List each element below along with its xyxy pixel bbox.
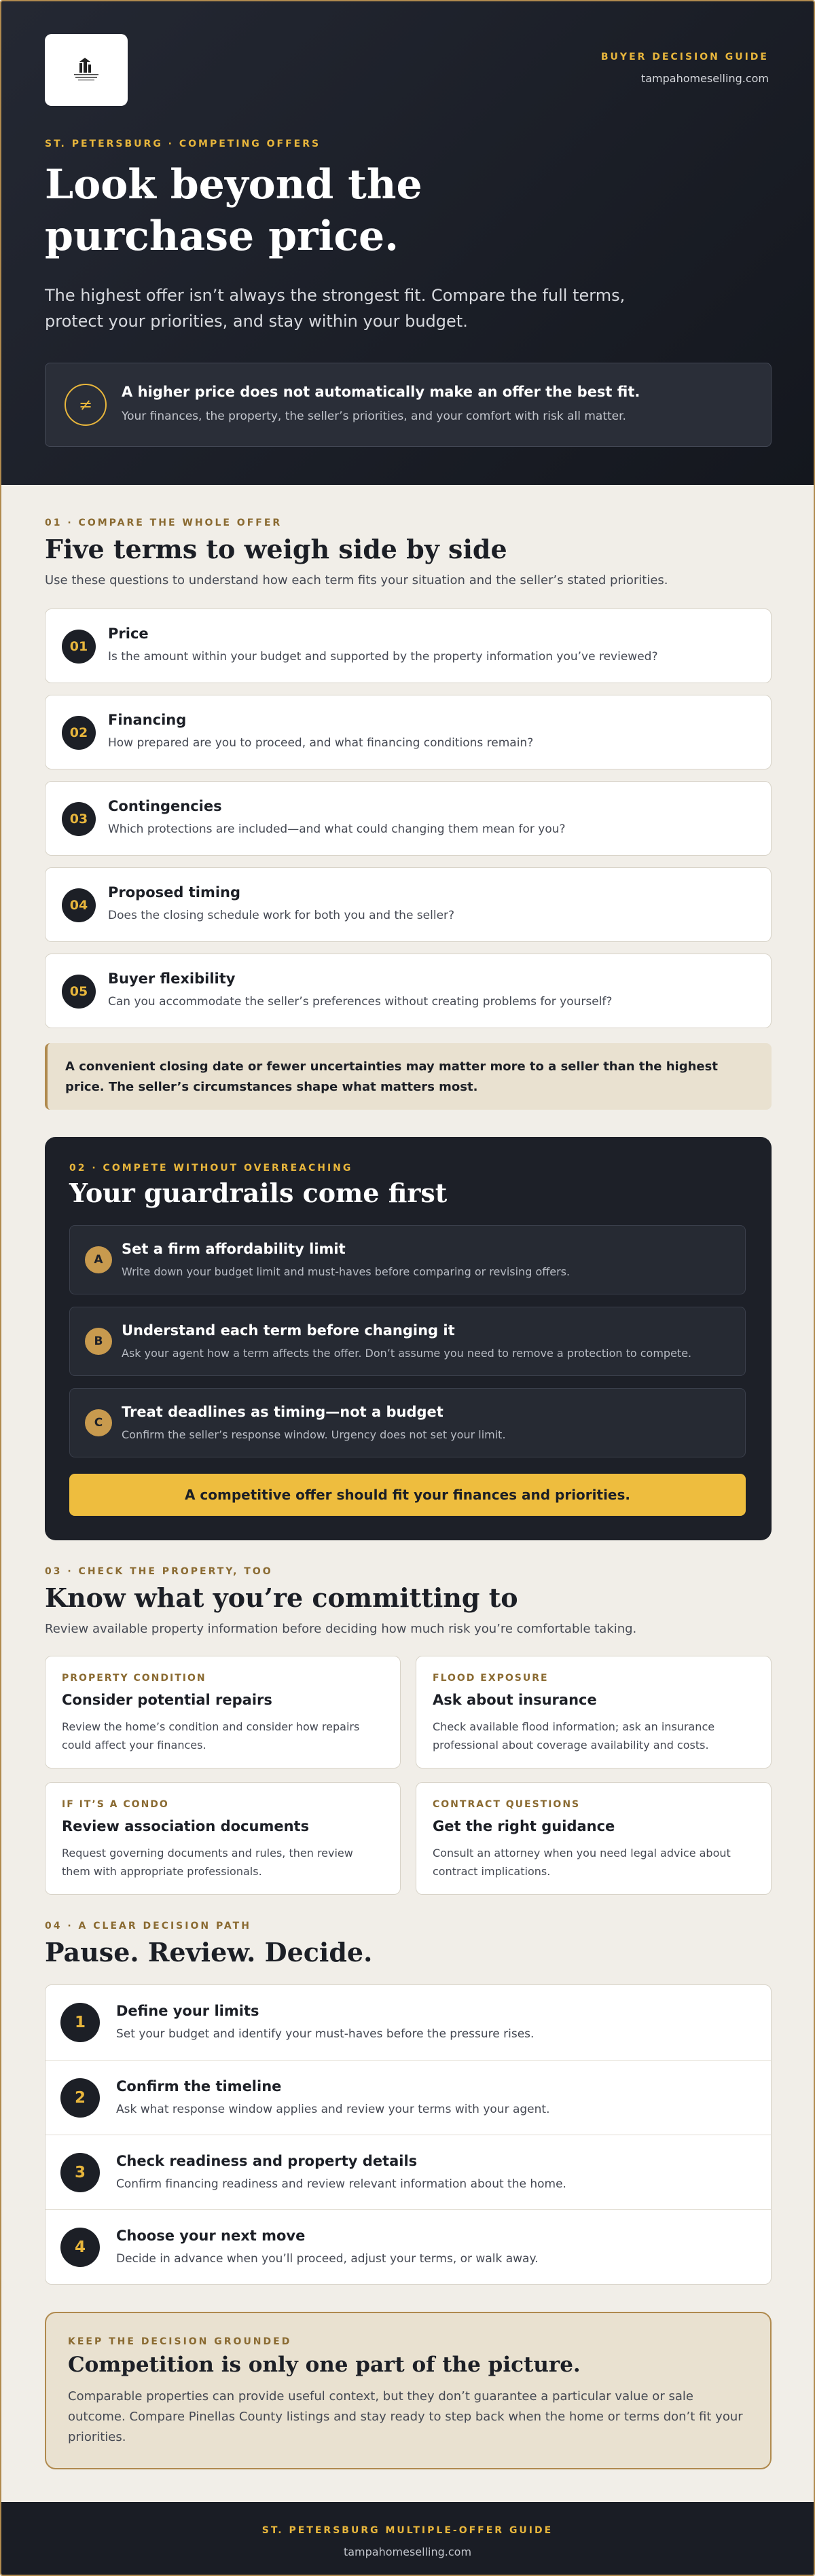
section-2-title: Your guardrails come first bbox=[69, 1178, 448, 1208]
guardrail-item-a bbox=[69, 1225, 746, 1294]
guardrails-panel bbox=[45, 1137, 772, 1540]
step-desc: Decide in advance when you’ll proceed, adjust your terms, or walk away. bbox=[116, 2252, 539, 2266]
page-title: Look beyond the purchase price. bbox=[45, 161, 422, 260]
card-kicker: IF IT’S A CONDO bbox=[62, 1799, 169, 1810]
hero-kicker: ST. PETERSBURG · COMPETING OFFERS bbox=[45, 139, 321, 149]
step-title: Check readiness and property details bbox=[116, 2153, 418, 2169]
property-card-guidance bbox=[416, 1782, 772, 1895]
term-title: Proposed timing bbox=[108, 884, 241, 901]
key-insight-title: A higher price does not automatically make an offer the best fit. bbox=[122, 384, 640, 400]
grounded-title: Competition is only one part of the picture. bbox=[68, 2353, 581, 2377]
section-3-title: Know what you’re committing to bbox=[45, 1582, 518, 1613]
section-3-lead: Review available property information before deciding how much risk you’re comfortable taking. bbox=[45, 1622, 637, 1636]
guardrail-desc: Ask your agent how a term affects the offer. Don’t assume you need to remove a protection to compete. bbox=[122, 1347, 692, 1360]
guardrail-desc: Write down your budget limit and must-haves before comparing or revising offers. bbox=[122, 1265, 570, 1278]
competitive-offer-banner: A competitive offer should fit your finances and priorities. bbox=[69, 1474, 746, 1516]
section-1-lead: Use these questions to understand how each term fits your situation and the seller’s stated priorities. bbox=[45, 573, 668, 587]
step-number: 4 bbox=[60, 2228, 100, 2267]
term-title: Price bbox=[108, 625, 149, 642]
term-number: 05 bbox=[62, 975, 96, 1009]
footer-kicker: ST. PETERSBURG MULTIPLE-OFFER GUIDE bbox=[261, 2525, 554, 2536]
section-4-title: Pause. Review. Decide. bbox=[45, 1937, 373, 1967]
term-card-flexibility bbox=[45, 954, 772, 1028]
step-title: Confirm the timeline bbox=[116, 2078, 282, 2094]
decision-step-3 bbox=[46, 2135, 772, 2209]
card-title: Ask about insurance bbox=[433, 1692, 597, 1708]
step-desc: Confirm financing readiness and review relevant information about the home. bbox=[116, 2177, 566, 2191]
decision-step-1 bbox=[46, 1985, 772, 2060]
grounded-decision-card bbox=[45, 2312, 772, 2469]
term-number: 02 bbox=[62, 716, 96, 750]
term-card-contingencies bbox=[45, 781, 772, 856]
brand-logo[interactable] bbox=[45, 34, 128, 106]
guardrail-title: Understand each term before changing it bbox=[122, 1322, 455, 1339]
term-card-timing bbox=[45, 867, 772, 942]
guardrail-title: Treat deadlines as timing—not a budget bbox=[122, 1404, 443, 1420]
step-desc: Set your budget and identify your must-haves before the pressure rises. bbox=[116, 2027, 535, 2041]
section-3-kicker: 03 · CHECK THE PROPERTY, TOO bbox=[45, 1566, 273, 1577]
guardrail-letter: C bbox=[85, 1409, 112, 1436]
card-desc: Check available flood information; ask an insurance professional about coverage availability and costs. bbox=[433, 1720, 715, 1752]
decision-steps-list bbox=[45, 1984, 772, 2285]
guardrail-item-c bbox=[69, 1388, 746, 1457]
brand-url-link[interactable]: tampahomeselling.com bbox=[640, 72, 769, 85]
brand-kicker: BUYER DECISION GUIDE bbox=[600, 52, 769, 62]
term-title: Contingencies bbox=[108, 798, 222, 814]
guardrail-desc: Confirm the seller’s response window. Urgency does not set your limit. bbox=[122, 1428, 506, 1441]
seller-priorities-callout: A convenient closing date or fewer uncertainties may matter more to a seller than the highest price. The seller’s circumstances shape what matters most. bbox=[45, 1043, 772, 1110]
guardrail-letter: A bbox=[85, 1246, 112, 1273]
section-1-kicker: 01 · COMPARE THE WHOLE OFFER bbox=[45, 518, 283, 528]
property-card-repairs bbox=[45, 1656, 401, 1768]
decision-step-4 bbox=[46, 2209, 772, 2284]
guardrail-title: Set a firm affordability limit bbox=[122, 1241, 346, 1257]
step-title: Choose your next move bbox=[116, 2228, 306, 2244]
card-kicker: PROPERTY CONDITION bbox=[62, 1673, 206, 1684]
card-title: Get the right guidance bbox=[433, 1818, 615, 1834]
term-desc: Is the amount within your budget and supported by the property information you’ve reviewed? bbox=[108, 650, 658, 664]
footer-url-link[interactable]: tampahomeselling.com bbox=[343, 2545, 472, 2558]
card-desc: Review the home’s condition and consider how repairs could affect your finances. bbox=[62, 1720, 360, 1752]
section-4-kicker: 04 · A CLEAR DECISION PATH bbox=[45, 1921, 251, 1931]
brand-block bbox=[601, 52, 769, 85]
term-desc: Does the closing schedule work for both you and the seller? bbox=[108, 909, 455, 922]
not-equal-icon: ≠ bbox=[65, 384, 107, 426]
key-insight-card bbox=[45, 363, 772, 447]
house-logo-icon bbox=[70, 58, 103, 82]
term-card-financing bbox=[45, 695, 772, 769]
decision-step-2 bbox=[46, 2060, 772, 2135]
term-number: 04 bbox=[62, 888, 96, 922]
card-desc: Consult an attorney when you need legal advice about contract implications. bbox=[433, 1847, 731, 1878]
section-1-title: Five terms to weigh side by side bbox=[45, 534, 507, 564]
card-title: Review association documents bbox=[62, 1818, 310, 1834]
term-desc: Which protections are included—and what could changing them mean for you? bbox=[108, 822, 566, 836]
term-number: 03 bbox=[62, 802, 96, 836]
card-desc: Request governing documents and rules, then review them with appropriate professionals. bbox=[62, 1847, 353, 1878]
card-title: Consider potential repairs bbox=[62, 1692, 272, 1708]
step-number: 3 bbox=[60, 2153, 100, 2192]
grounded-desc: Comparable properties can provide useful context, but they don’t guarantee a particular value or sale outcome. Compare Pinellas County listings and stay ready to step back when the home or terms don’t fit your priorities. bbox=[68, 2389, 743, 2444]
term-desc: How prepared are you to proceed, and what financing conditions remain? bbox=[108, 736, 534, 750]
guardrail-letter: B bbox=[85, 1328, 112, 1355]
step-title: Define your limits bbox=[116, 2003, 259, 2019]
card-kicker: CONTRACT QUESTIONS bbox=[433, 1799, 581, 1810]
term-title: Financing bbox=[108, 712, 187, 728]
card-kicker: FLOOD EXPOSURE bbox=[433, 1673, 549, 1684]
hero-subtitle: The highest offer isn’t always the strongest fit. Compare the full terms, protect your priorities, and stay within your budget. bbox=[45, 286, 626, 331]
property-card-insurance bbox=[416, 1656, 772, 1768]
step-number: 1 bbox=[60, 2003, 100, 2042]
term-number: 01 bbox=[62, 630, 96, 664]
term-desc: Can you accommodate the seller’s preferences without creating problems for yourself? bbox=[108, 995, 613, 1009]
page-footer bbox=[1, 2502, 814, 2576]
property-card-condo bbox=[45, 1782, 401, 1895]
guardrail-item-b bbox=[69, 1307, 746, 1376]
term-card-price bbox=[45, 609, 772, 683]
step-desc: Ask what response window applies and review your terms with your agent. bbox=[116, 2103, 550, 2116]
key-insight-text: Your finances, the property, the seller’s priorities, and your comfort with risk all matter. bbox=[122, 410, 626, 423]
grounded-kicker: KEEP THE DECISION GROUNDED bbox=[68, 2336, 292, 2347]
hero-header bbox=[1, 1, 814, 485]
section-2-kicker: 02 · COMPETE WITHOUT OVERREACHING bbox=[69, 1163, 353, 1174]
step-number: 2 bbox=[60, 2078, 100, 2118]
term-title: Buyer flexibility bbox=[108, 970, 236, 987]
